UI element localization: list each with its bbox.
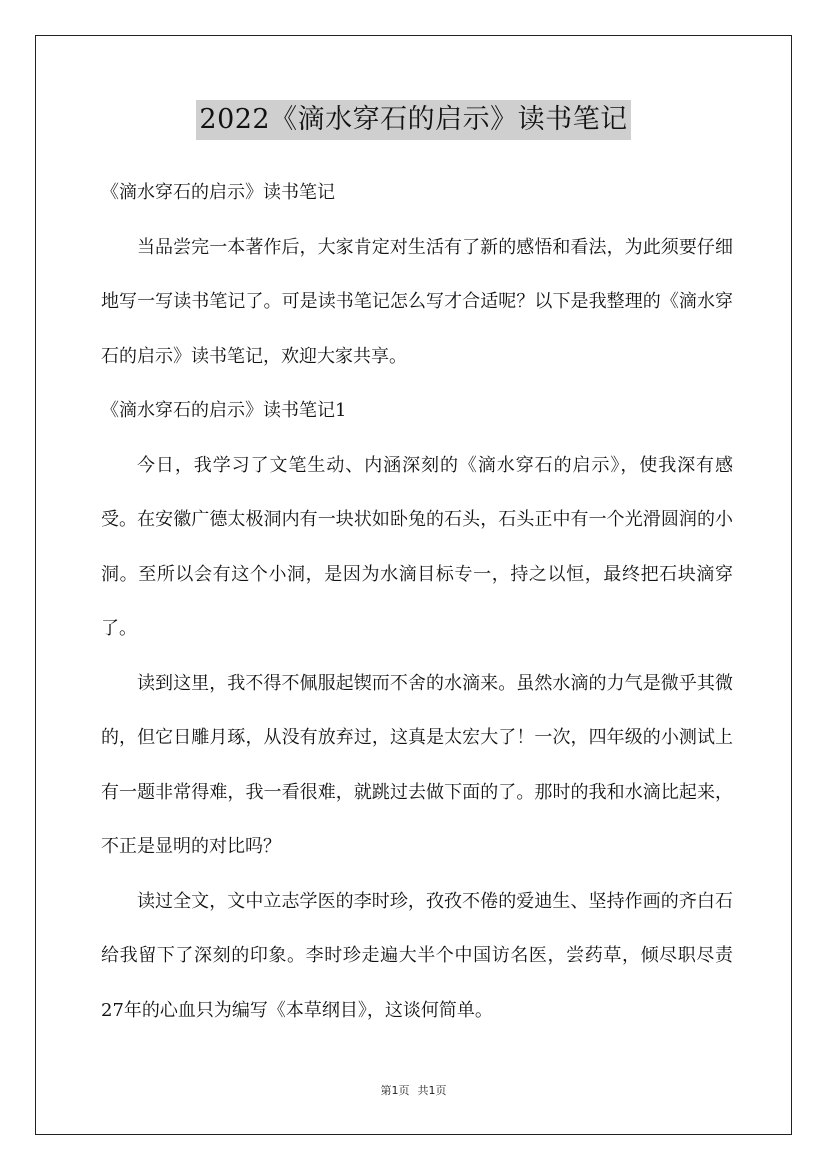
paragraph-section-heading: 《滴水穿石的启示》读书笔记1 <box>101 400 347 421</box>
paragraph-body-2: 读到这里，我不得不佩服起锲而不舍的水滴来。虽然水滴的力气是微乎其微的，但它日雕月琢，从没有放弃过，这真是太宏大了！一次，四年级的小测试上有一题非常得难，我一看很难，就跳过去做下面的了。那时的我和水滴比起来，不正是显明的对比吗？ <box>101 672 733 857</box>
document-title: 2022《滴水穿石的启示》读书笔记 <box>196 100 630 140</box>
title-container <box>0 100 827 140</box>
paragraph-body-3: 读过全文，文中立志学医的李时珍，孜孜不倦的爱迪生、坚持作画的齐白石给我留下了深刻的印象。李时珍走遍大半个中国访名医，尝药草，倾尽职尽责27年的心血只为编写《本草纲目》，这谈何简单。 <box>101 890 733 1021</box>
paragraph-intro: 当品尝完一本著作后，大家肯定对生活有了新的感悟和看法，为此须要仔细地写一写读书笔记了。可是读书笔记怎么写才合适呢？以下是我整理的《滴水穿石的启示》读书笔记，欢迎大家共享。 <box>101 236 733 367</box>
paragraph-body-1: 今日，我学习了文笔生动、内涵深刻的《滴水穿石的启示》，使我深有感受。在安徽广德太极洞内有一块状如卧兔的石头，石头正中有一个光滑圆润的小洞。至所以会有这个小洞，是因为水滴目标专一，持之以恒，最终把石块滴穿了。 <box>101 454 733 639</box>
page-footer <box>0 1082 827 1098</box>
page-total: 共1页 <box>417 1084 447 1097</box>
document-body <box>101 166 733 1038</box>
paragraph-subtitle: 《滴水穿石的启示》读书笔记 <box>101 182 335 203</box>
page-number: 第1页 <box>380 1084 410 1097</box>
